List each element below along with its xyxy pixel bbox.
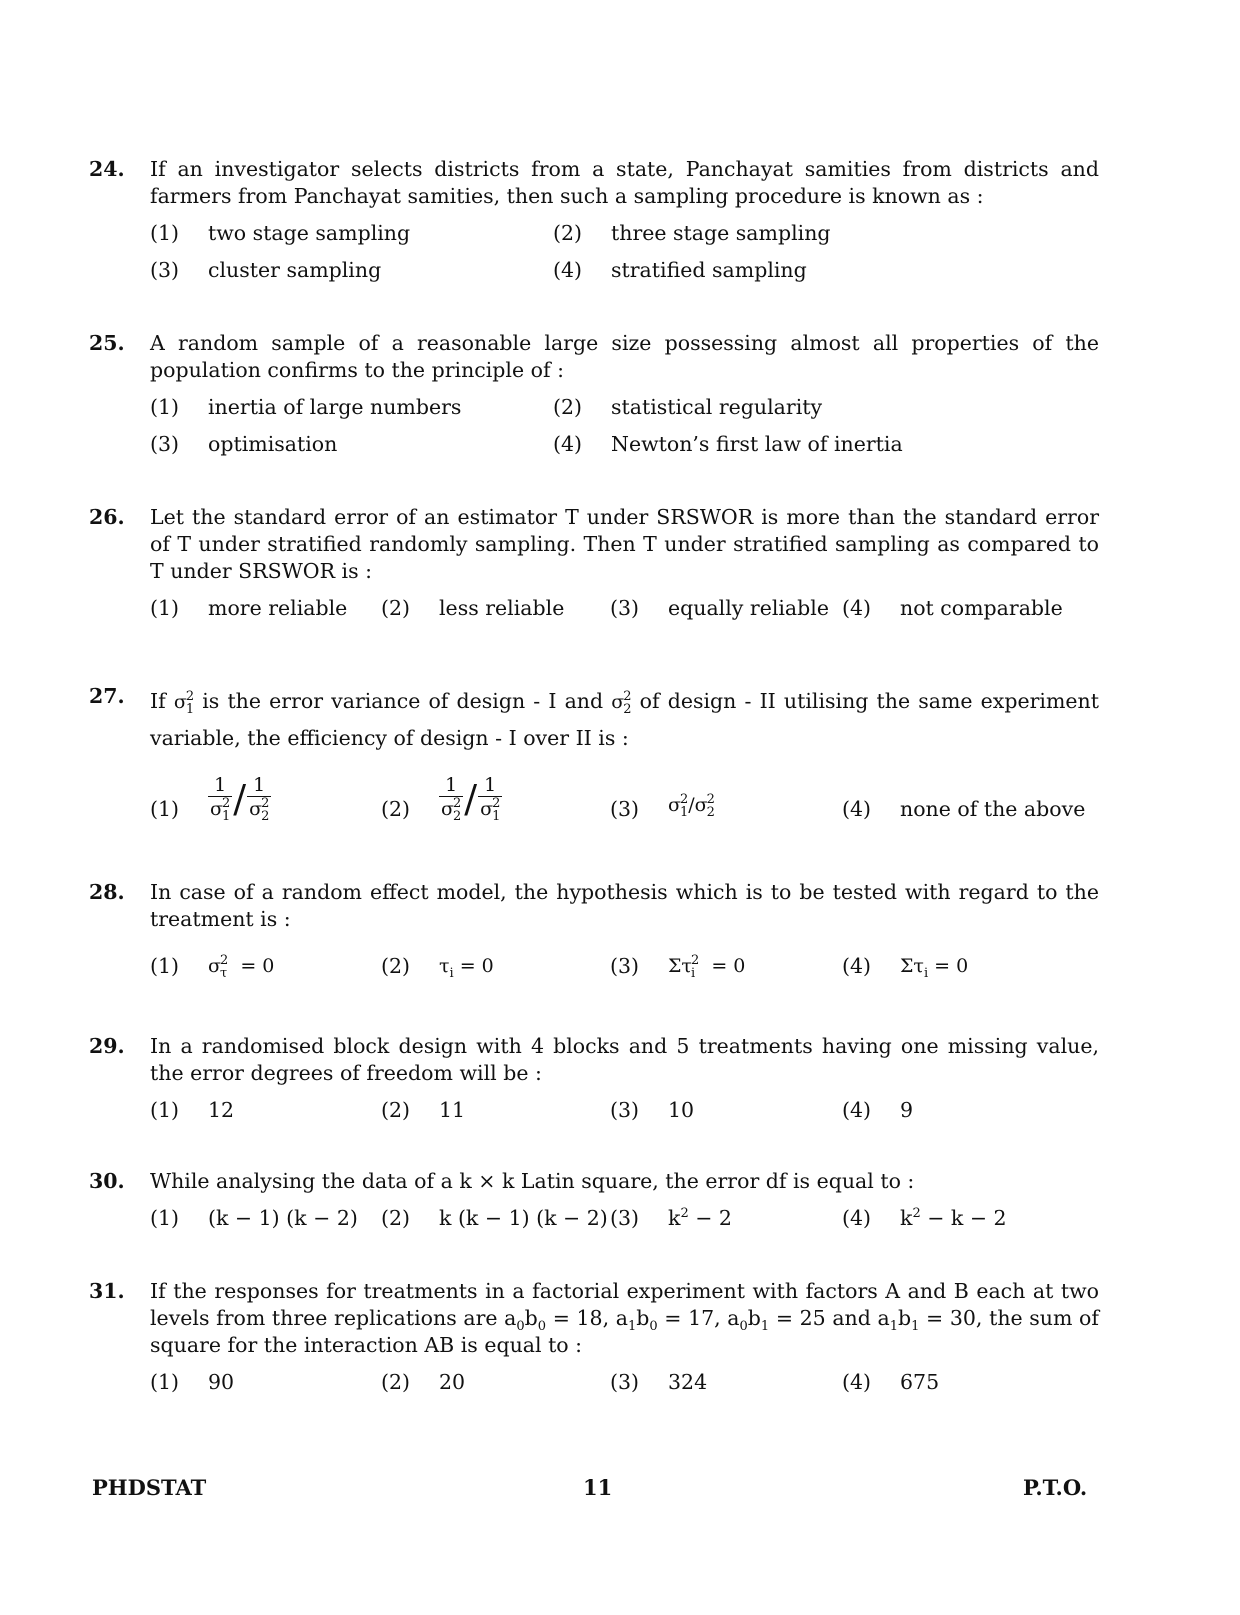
options-row: (1) inertia of large numbers (2) statistical regularity bbox=[150, 395, 823, 419]
options-row: (3) cluster sampling (4) stratified sampling bbox=[150, 258, 807, 282]
options-row: (3) optimisation (4) Newton’s first law of inertia bbox=[150, 432, 903, 456]
question-24 bbox=[89, 156, 1099, 294]
question-number: 30. bbox=[89, 1169, 125, 1193]
ratio-option-3: σ 2 1 /σ 2 2 bbox=[668, 792, 715, 820]
options-row: (1) 12 (2) 11 (3) 10 (4) 9 bbox=[150, 1098, 914, 1122]
exam-code: PHDSTAT bbox=[92, 1475, 207, 1500]
question-text: In case of a random effect model, the hypothesis which is to be tested with regard to the treatment is : bbox=[150, 880, 1099, 931]
question-number: 25. bbox=[89, 331, 125, 355]
question-number: 26. bbox=[89, 505, 125, 529]
pto-label: P.T.O. bbox=[1023, 1475, 1088, 1500]
question-number: 24. bbox=[89, 157, 125, 181]
options-row: (1) more reliable (2) less reliable (3) equally reliable (4) not comparable bbox=[150, 596, 1063, 620]
question-text: If σ 2 1 is the error variance of design - I and σ 2 2 of design - II utilising the same experiment variable, the efficiency of design - I over II is : bbox=[150, 689, 1099, 750]
fraction-option-2: 1 σ 2 2 / 1 σ 2 1 bbox=[441, 774, 501, 824]
question-text: A random sample of a reasonable large size possessing almost all properties of the population confirms to the principle of : bbox=[150, 331, 1099, 382]
question-number: 28. bbox=[89, 880, 125, 904]
question-27 bbox=[89, 683, 1099, 850]
question-text: If an investigator selects districts from a state, Panchayat samities from districts and farmers from Panchayat samities, then such a sampling procedure is known as : bbox=[150, 157, 1099, 208]
question-29 bbox=[89, 1033, 1099, 1134]
question-number: 27. bbox=[89, 684, 125, 708]
options-row: (1) 1 σ 2 1 / 1 σ 2 2 (2) 1 σ 2 2 / 1 σ 2 1 (3) σ 2 1 /σ 2 2 (4) none of the above bbox=[150, 774, 1086, 824]
question-text: If the responses for treatments in a factorial experiment with factors A and B each at two levels from three replications are $a_0b_0 = 18$, $a_1b_0 = 17$, $a_0b_1 = 25$ and $a_1b_1 = 30$, the sum of square for the interaction AB is equal to : bbox=[150, 1279, 1099, 1357]
question-26 bbox=[89, 504, 1099, 632]
fraction-option-1: 1 σ 2 1 / 1 σ 2 2 bbox=[210, 774, 270, 824]
options-row: (1) 90 (2) 20 (3) 324 (4) 675 bbox=[150, 1370, 940, 1394]
question-31 bbox=[89, 1278, 1099, 1406]
question-text: In a randomised block design with 4 blocks and 5 treatments having one missing value, the error degrees of freedom will be : bbox=[150, 1034, 1099, 1085]
sigma-1-squared: σ 2 1 bbox=[173, 689, 195, 717]
question-25 bbox=[89, 330, 1099, 468]
question-text: While analysing the data of a k × k Latin square, the error df is equal to : bbox=[150, 1169, 915, 1193]
options-row: (1) (k − 1) (k − 2) (2) k (k − 1) (k − 2) (3) $k^2 - 2$ (4) $k^2 - k - 2$ bbox=[150, 1206, 1007, 1230]
sigma-2-squared: σ 2 2 bbox=[611, 689, 632, 717]
question-text: Let the standard error of an estimator T under SRSWOR is more than the standard error of T under stratified randomly sampling. Then T under stratified sampling as compared to T under SRSWOR is : bbox=[150, 505, 1099, 583]
options-row: (1) σ 2 τ = 0 (2) $\tau_i = 0$ (3) Στ 2 i = 0 (4) $\Sigma\tau_i = 0$ bbox=[150, 953, 969, 981]
question-number: 29. bbox=[89, 1034, 125, 1058]
page-number: 11 bbox=[583, 1475, 613, 1500]
question-30 bbox=[89, 1168, 1099, 1242]
options-row: (1) two stage sampling (2) three stage sampling bbox=[150, 221, 831, 245]
question-number: 31. bbox=[89, 1279, 125, 1303]
question-28 bbox=[89, 879, 1099, 990]
